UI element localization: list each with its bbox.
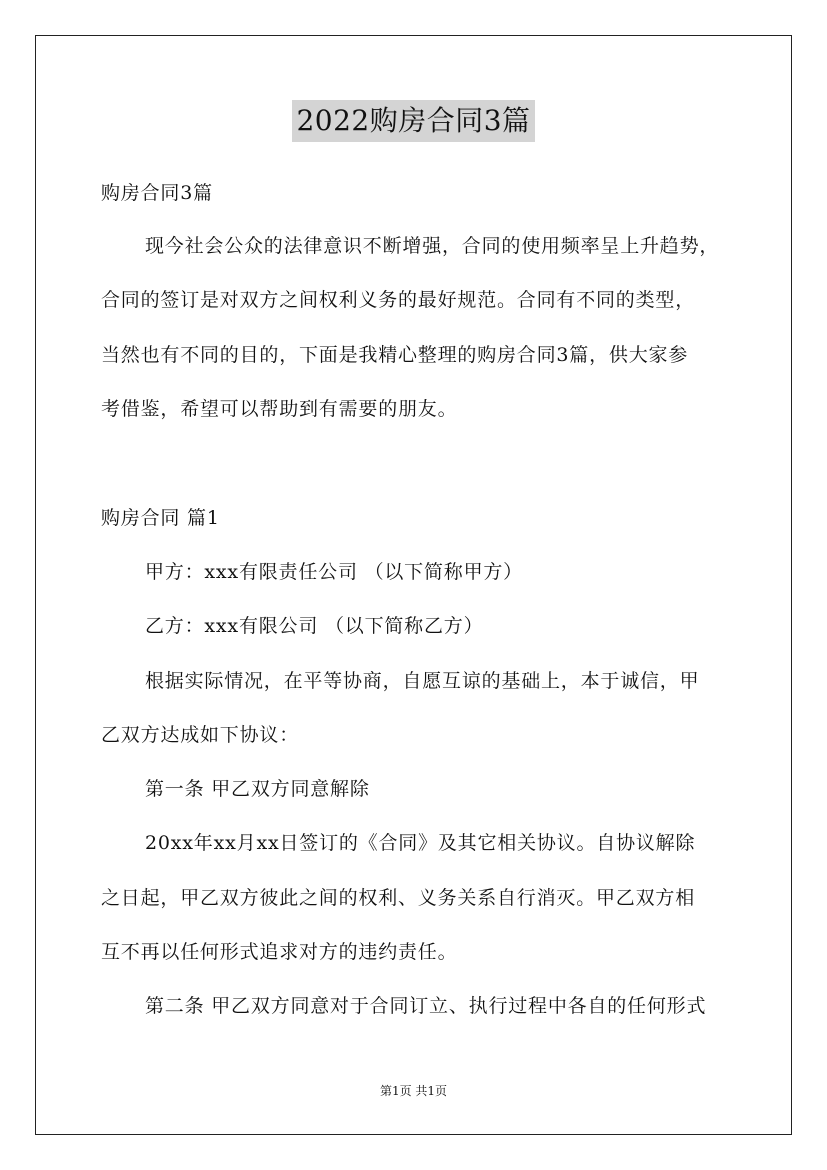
article-1-line: 互不再以任何形式追求对方的违约责任。 (101, 941, 458, 963)
intro-line: 考借鉴，希望可以帮助到有需要的朋友。 (101, 398, 458, 420)
document-title: 2022购房合同3篇 (292, 100, 534, 142)
basis-line: 乙双方达成如下协议： (101, 724, 300, 746)
basis-line: 根据实际情况，在平等协商，自愿互谅的基础上，本于诚信，甲 (145, 670, 700, 692)
intro-line: 当然也有不同的目的，下面是我精心整理的购房合同3篇，供大家参 (101, 344, 689, 366)
party-a: 甲方：xxx有限责任公司 （以下简称甲方） (145, 561, 523, 583)
section-heading: 购房合同 篇1 (101, 507, 220, 529)
subtitle: 购房合同3篇 (101, 182, 213, 204)
intro-line: 现今社会公众的法律意识不断增强，合同的使用频率呈上升趋势， (145, 235, 720, 257)
page-footer: 第1页 共1页 (379, 1084, 448, 1098)
party-b: 乙方：xxx有限公司 （以下简称乙方） (145, 615, 484, 637)
title-container (0, 100, 827, 142)
article-1-line: 20xx年xx月xx日签订的《合同》及其它相关协议。自协议解除 (145, 832, 696, 854)
intro-line: 合同的签订是对双方之间权利义务的最好规范。合同有不同的类型， (101, 289, 696, 311)
article-1-heading: 第一条 甲乙双方同意解除 (145, 778, 370, 800)
article-1-line: 之日起，甲乙双方彼此之间的权利、义务关系自行消灭。甲乙双方相 (101, 887, 696, 909)
article-2-line: 第二条 甲乙双方同意对于合同订立、执行过程中各自的任何形式 (145, 995, 707, 1017)
